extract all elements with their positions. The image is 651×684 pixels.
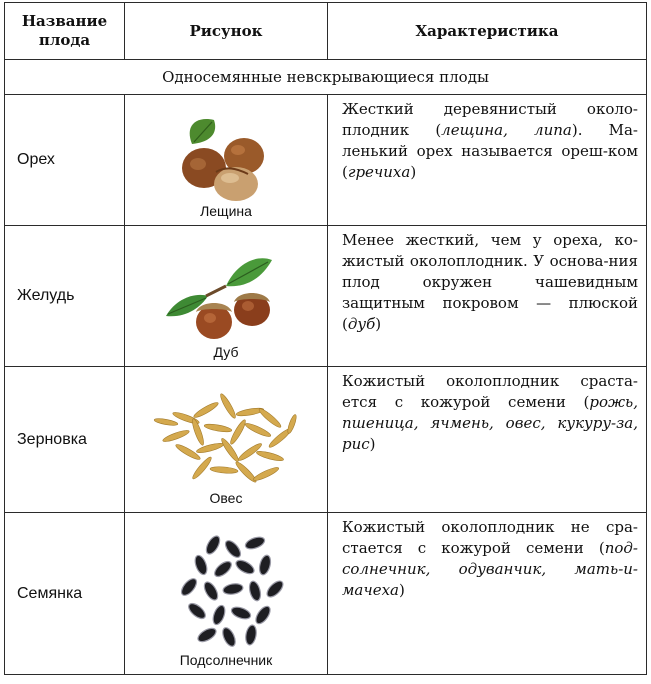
picture-caption-oat: Овес — [209, 490, 243, 506]
header-fruit-name-line1: Название — [21, 12, 108, 30]
fruit-types-table-container — [4, 2, 646, 678]
description-grain-examples: рожь, пшеница, ячмень, овес, кукуру-за, рис — [342, 393, 638, 453]
description-nut-text-1: Жесткий деревянистый около-плодник ( — [342, 100, 638, 139]
header-fruit-name-line2: плода — [38, 31, 91, 49]
fruit-name-nut: Орех — [5, 95, 125, 226]
picture-cell-nut — [125, 95, 328, 226]
table-row — [5, 367, 647, 513]
table-row — [5, 95, 647, 226]
description-grain-text-2: ) — [369, 435, 376, 453]
description-grain — [328, 367, 647, 513]
picture-cell-grain — [125, 367, 328, 513]
description-nut-text-3: ) — [410, 163, 417, 181]
description-acorn-text-1: Менее жесткий, чем у ореха, ко-жистый околоплодник. У основа-ния плод окружен чашевидным защитным покровом — плюской ( — [342, 231, 638, 333]
description-achene — [328, 513, 647, 675]
picture-caption-hazel: Лещина — [200, 203, 252, 219]
section-row — [5, 60, 647, 95]
sunflower-seeds-illustration — [161, 531, 291, 657]
hazelnut-illustration — [156, 112, 296, 208]
description-nut-examples: лещина, липа — [441, 121, 572, 139]
description-achene-text-2: ) — [399, 581, 405, 599]
fruit-name-acorn: Желудь — [5, 226, 125, 367]
table-row — [5, 513, 647, 675]
table-header-row — [5, 3, 647, 60]
fruit-name-grain: Зерновка — [5, 367, 125, 513]
section-title: Односемянные невскрывающиеся плоды — [5, 60, 647, 95]
description-nut-example-buckwheat: гречиха — [347, 163, 411, 181]
header-picture: Рисунок — [125, 3, 328, 60]
picture-caption-oak: Дуб — [213, 344, 239, 360]
description-nut-text-2: ). Ма-ленький орех называется ореш-ком ( — [342, 121, 638, 181]
description-nut — [328, 95, 647, 226]
acorn-illustration — [156, 246, 296, 346]
oat-grains-illustration — [146, 388, 306, 492]
header-description: Характеристика — [328, 3, 647, 60]
header-fruit-name — [5, 3, 125, 60]
picture-cell-acorn — [125, 226, 328, 367]
fruit-name-achene: Семянка — [5, 513, 125, 675]
description-acorn-text-2: ) — [375, 315, 382, 333]
description-acorn — [328, 226, 647, 367]
table-row — [5, 226, 647, 367]
picture-caption-sunflower: Подсолнечник — [179, 652, 273, 668]
description-achene-examples: под-солнечник, одуванчик, мать-и-мачеха — [342, 539, 638, 599]
description-achene-text-1: Кожистый околоплодник не сра-стается с кожурой семени ( — [342, 518, 638, 557]
description-acorn-example: дуб — [347, 315, 376, 333]
fruit-types-table — [4, 2, 647, 675]
description-grain-text-1: Кожистый околоплодник сраста-ется с кожурой семени ( — [342, 372, 638, 411]
picture-cell-achene — [125, 513, 328, 675]
